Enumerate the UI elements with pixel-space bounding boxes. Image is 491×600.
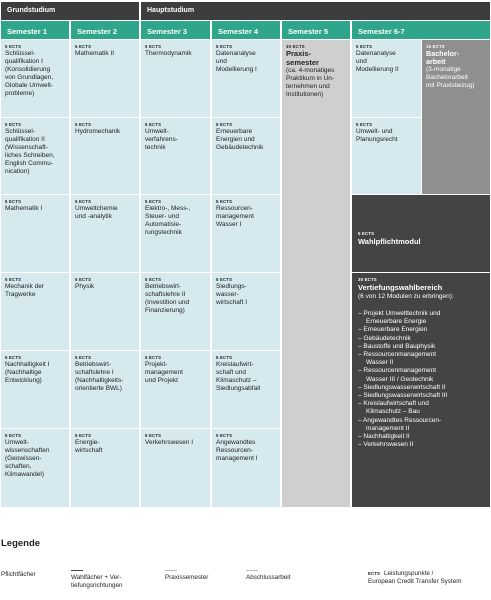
- module-cell: [352, 118, 421, 194]
- ects-abbreviation: ECTS: [368, 571, 381, 576]
- wahlpflichtmodul-cell: [352, 195, 490, 272]
- list-item-text: – Ressourcenmanagement: [358, 351, 437, 359]
- module-cell: [1, 273, 69, 350]
- ects-label: 15 ECTS: [426, 44, 445, 49]
- semester-6-7-label: Semester 6-7: [358, 27, 405, 36]
- ects-label: 5 ECTS: [75, 433, 92, 438]
- semester-4-label: Semester 4: [218, 27, 259, 36]
- module-cell: [1, 429, 69, 507]
- module-cell: [212, 40, 280, 117]
- ects-label: 5 ECTS: [5, 199, 22, 204]
- legend-item-wahl: [71, 570, 151, 589]
- praxissemester-cell: [282, 40, 350, 507]
- ects-label: 5 ECTS: [145, 433, 162, 438]
- module-cell: [212, 273, 280, 350]
- ects-label: 5 ECTS: [5, 44, 22, 49]
- module-name: Projekt- management und Projekt: [145, 361, 183, 384]
- module-cell: [141, 273, 210, 350]
- ects-label: 5 ECTS: [5, 277, 22, 282]
- legend-label: Wahlfächer + Ver- tiefungsrichtungen: [71, 574, 123, 589]
- module-name: Nachhaltigkeit I (Nachhaltige Entwicklung): [5, 361, 50, 384]
- list-item: [358, 441, 484, 449]
- module-name: Betriebswirt- schaftslehre I (Nachhaltigkeits- orientierte BWL): [75, 361, 124, 392]
- ects-label: 5 ECTS: [5, 433, 22, 438]
- hauptstudium-header: [141, 2, 490, 20]
- legend-item-abschluss: [246, 570, 316, 582]
- list-item-text: – Siedlungswasserwirtschaft III: [358, 392, 448, 400]
- list-item-text: – Ressourcenmanagement: [358, 367, 437, 375]
- legend-item-pflicht: [1, 571, 63, 579]
- module-name: Kreislaufwirt- schaft und Klimaschutz – Siedlungsabfall: [216, 361, 261, 392]
- module-name: Schlüssel- qualifikation I (Konsolidierung von Grundlagen, Globale Umwelt- probleme): [5, 50, 54, 97]
- ects-label: 5 ECTS: [145, 44, 162, 49]
- grundstudium-header: [1, 2, 139, 20]
- ects-label: 5 ECTS: [216, 433, 233, 438]
- ects-description: Leistungspunkte / European Credit Transfer System: [368, 570, 462, 585]
- module-cell: [212, 351, 280, 428]
- praxissemester-title: Praxis- semester: [286, 49, 319, 67]
- ects-label: 30 ECTS: [286, 44, 305, 49]
- ects-label: 5 ECTS: [145, 199, 162, 204]
- vertiefungswahlbereich-cell: [352, 273, 490, 507]
- list-item: [358, 367, 484, 383]
- module-name: Ressourcen- management Wasser I: [216, 205, 254, 228]
- list-item-text: – Projekt Umwelttechnik und: [358, 310, 441, 317]
- ects-label: 5 ECTS: [356, 44, 373, 49]
- ects-label: 5 ECTS: [216, 277, 233, 282]
- legend-title: Legende: [1, 538, 41, 549]
- ects-label: 5 ECTS: [216, 199, 233, 204]
- hauptstudium-label: Hauptstudium: [147, 7, 195, 14]
- module-cell: [71, 118, 139, 194]
- semester-1-header: [1, 21, 69, 39]
- module-name: Datenanalyse und Modellierung I: [216, 50, 257, 73]
- module-name: Umwelt- und Planungsrecht: [356, 128, 398, 143]
- list-item-continuation: Erneuerbare Energie: [366, 318, 427, 326]
- ects-label: 5 ECTS: [356, 122, 373, 127]
- module-cell: [1, 118, 69, 194]
- list-item: [358, 400, 484, 416]
- list-item-text: – Kreislaufwirtschaft und: [358, 400, 429, 408]
- module-cell: [71, 429, 139, 507]
- module-cell: [1, 351, 69, 428]
- module-name: Umwelt- wissenschaften (Geowissen- schaften, Klimawandel): [5, 439, 50, 478]
- ects-label: 5 ECTS: [75, 355, 92, 360]
- list-item: [358, 343, 484, 351]
- module-cell: [1, 195, 69, 272]
- module-name: Mathematik II: [75, 50, 115, 57]
- praxissemester-description: (ca. 4-monatiges Praktikum in Un- ternehmen und Institutionen): [286, 67, 335, 98]
- module-cell: [71, 40, 139, 117]
- module-name: Physik: [75, 283, 95, 290]
- module-name: Umwelt- verfahrens- technik: [145, 128, 178, 151]
- module-name: Mathematik I: [5, 205, 43, 212]
- module-cell: [71, 273, 139, 350]
- list-item-text: – Nachhaltigkeit II: [358, 433, 410, 441]
- list-item: [358, 384, 484, 392]
- ects-label: 5 ECTS: [216, 355, 233, 360]
- legend-line-icon: [71, 570, 83, 571]
- module-cell: [212, 195, 280, 272]
- module-cell: [1, 40, 69, 117]
- ects-label: 5 ECTS: [75, 122, 92, 127]
- ects-label: 5 ECTS: [5, 355, 22, 360]
- semester-5-label: Semester 5: [288, 27, 329, 36]
- vertiefung-subtitle: (6 von 12 Modulen zu erbringen):: [358, 293, 454, 300]
- semester-3-label: Semester 3: [147, 27, 188, 36]
- module-cell: [212, 118, 280, 194]
- vertiefung-title: Vertiefungswahlbereich: [358, 283, 443, 292]
- semester-5-header: [282, 21, 350, 39]
- bachelorarbeit-cell: [422, 40, 490, 194]
- ects-label: 5 ECTS: [145, 122, 162, 127]
- bachelorarbeit-description: (3-monatige Bachelorarbeit mit Praxisbezug): [426, 66, 475, 89]
- ects-label: 5 ECTS: [5, 122, 22, 127]
- module-cell: [71, 195, 139, 272]
- list-item-continuation: Wasser III / Geotechnik: [366, 375, 434, 383]
- semester-2-header: [71, 21, 139, 39]
- list-item: [358, 351, 484, 367]
- legend-label: Pflichtfächer: [1, 571, 36, 578]
- module-cell: [141, 195, 210, 272]
- legend-item-ects: [368, 570, 490, 585]
- legend-line-icon: [165, 570, 177, 571]
- module-cell: [71, 351, 139, 428]
- list-item-continuation: Wasser II: [366, 359, 394, 367]
- module-name: Datenanalyse und Modellierung II: [356, 50, 399, 73]
- list-item-text: – Gebäudetechnik: [358, 334, 411, 342]
- module-name: Betriebswirt- schaftslehre II (Investition und Finanzierung): [145, 283, 190, 314]
- ects-label: 5 ECTS: [75, 44, 92, 49]
- module-cell: [141, 118, 210, 194]
- ects-label: 30 ECTS: [358, 277, 377, 282]
- module-cell: [141, 429, 210, 507]
- ects-label: 5 ECTS: [75, 277, 92, 282]
- list-item: [358, 326, 484, 334]
- grundstudium-label: Grundstudium: [7, 7, 56, 14]
- list-item-text: – Angewandtes Ressourcen-: [358, 416, 442, 424]
- list-item: [358, 335, 484, 343]
- list-item: [358, 417, 484, 433]
- ects-label: 5 ECTS: [216, 122, 233, 127]
- module-name: Erneuerbare Energien und Gebäudetechnik: [216, 128, 264, 151]
- semester-4-header: [212, 21, 280, 39]
- list-item: [358, 433, 484, 441]
- ects-label: 5 ECTS: [145, 277, 162, 282]
- list-item: [358, 310, 484, 326]
- module-name: Siedlungs- wasser- wirtschaft I: [216, 283, 248, 306]
- ects-label: 5 ECTS: [216, 44, 233, 49]
- list-item-continuation: Klimaschutz – Bau: [366, 408, 420, 416]
- list-item-text: – Verkehrswesen II: [358, 441, 414, 449]
- ects-label: 5 ECTS: [145, 355, 162, 360]
- ects-label: 5 ECTS: [358, 231, 375, 236]
- module-cell: [141, 40, 210, 117]
- module-name: Energie- wirtschaft: [75, 439, 103, 454]
- ects-label: 5 ECTS: [75, 199, 92, 204]
- vertiefung-module-list: [358, 310, 484, 449]
- legend-item-praxis: [165, 570, 235, 582]
- legend-label: Abschlussarbeit: [246, 574, 291, 581]
- list-item: [358, 392, 484, 400]
- semester-6-7-header: [352, 21, 490, 39]
- module-name: Schlüssel- qualifikation II (Wissenschaft- liches Schreiben, English Commu- nication): [5, 128, 55, 175]
- module-cell: [141, 351, 210, 428]
- legend-line-icon: [246, 570, 258, 571]
- module-name: Angewandtes Ressourcen- management I: [216, 439, 258, 462]
- module-name: Verkehrswesen I: [145, 439, 194, 446]
- module-name: Hydromechanik: [75, 128, 121, 135]
- module-cell: [352, 40, 421, 117]
- bachelorarbeit-title: Bachelor- arbeit: [426, 49, 460, 66]
- semester-1-label: Semester 1: [7, 27, 48, 36]
- list-item-text: – Siedlungswasserwirtschaft II: [358, 383, 446, 391]
- module-name: Thermodynamik: [145, 50, 192, 57]
- module-name: Elektro-, Mess-, Steuer- und Automatisie- rungstechnik: [145, 205, 191, 236]
- module-name: Mechanik der Tragwerke: [5, 283, 45, 298]
- list-item-text: – Erneuerbare Energien: [358, 326, 428, 334]
- wahlpflichtmodul-title: Wahlpflichtmodul: [358, 237, 421, 246]
- module-name: Umweltchemie und -analytik: [75, 205, 118, 220]
- legend-label: [368, 570, 490, 585]
- list-item-text: – Baustoffe und Bauphysik: [358, 342, 436, 350]
- legend-label: Praxissemester: [165, 574, 209, 581]
- semester-2-label: Semester 2: [77, 27, 118, 36]
- list-item-continuation: management II: [366, 424, 410, 432]
- semester-3-header: [141, 21, 210, 39]
- module-cell: [212, 429, 280, 507]
